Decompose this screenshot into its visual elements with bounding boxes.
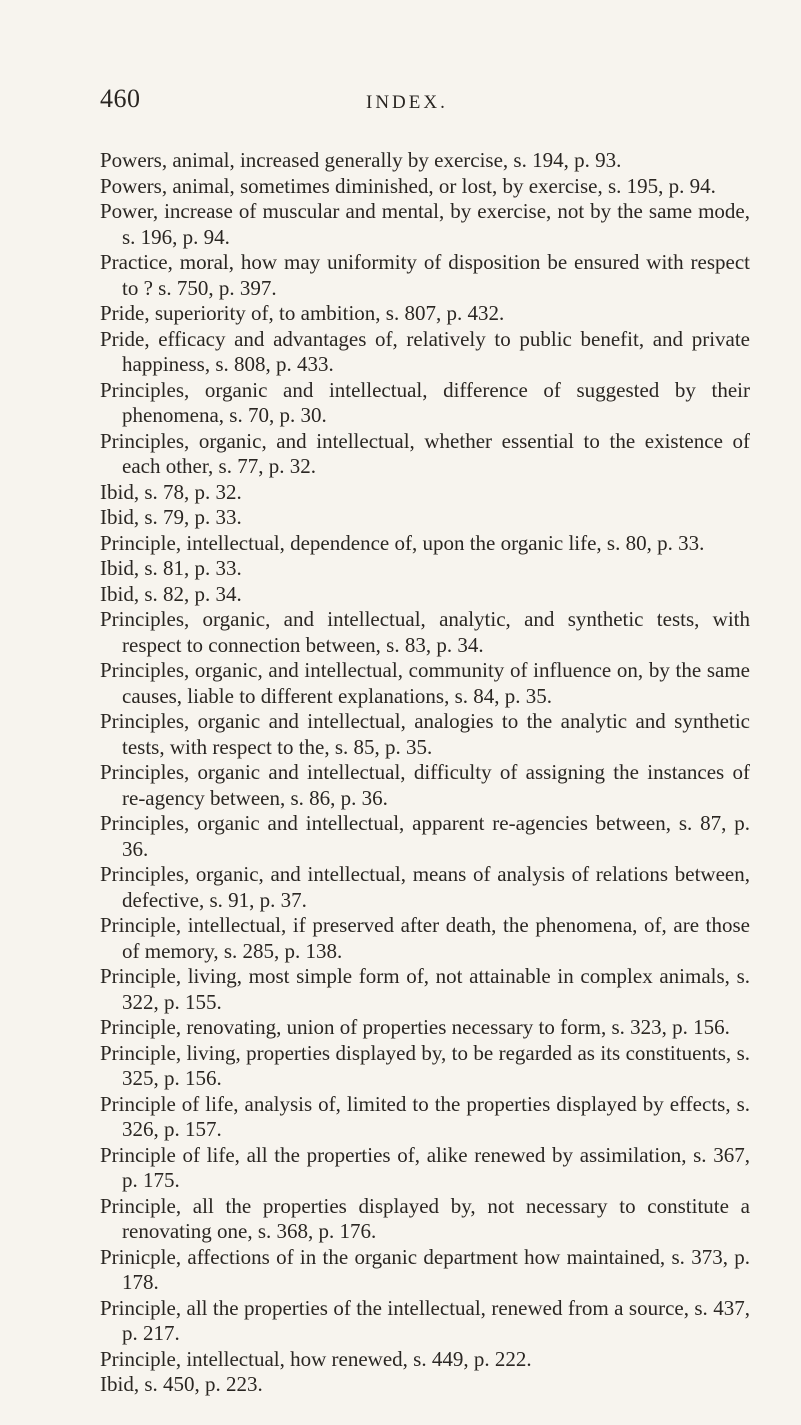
index-entry: Powers, animal, increased generally by exercise, s. 194, p. 93. — [100, 148, 622, 172]
index-entry: Pride, superiority of, to ambition, s. 807, p. 432. — [100, 301, 505, 325]
index-entry: Principles, organic and intellectual, difference of suggested by their phenomena, s. 70, p. 30. — [100, 377, 750, 427]
index-entry: Principles, organic, and intellectual, community of influence on, by the same causes, liable to different explanations, s. 84, p. 35. — [100, 658, 750, 708]
index-entry: Principle of life, all the properties of, alike renewed by assimilation, s. 367, p. 175. — [100, 1142, 750, 1192]
index-entry: Power, increase of muscular and mental, by exercise, not by the same mode, s. 196, p. 94. — [100, 199, 750, 249]
index-entry: Principles, organic and intellectual, analogies to the analytic and synthetic tests, with respect to the, s. 85, p. 35. — [100, 709, 750, 759]
index-entry: Pride, efficacy and advantages of, relatively to public benefit, and private happiness, s. 808, p. 433. — [100, 326, 750, 376]
index-entry: Practice, moral, how may uniformity of disposition be ensured with respect to ? s. 750, p. 397. — [100, 250, 750, 300]
index-entry: Principles, organic and intellectual, apparent re-agencies between, s. 87, p. 36. — [100, 811, 750, 861]
page-number: 460 — [100, 84, 141, 113]
index-entry: Principle, all the properties displayed by, not necessary to constitute a renovating one, s. 368, p. 176. — [100, 1193, 750, 1243]
index-entry: Powers, animal, sometimes diminished, or lost, by exercise, s. 195, p. 94. — [100, 173, 716, 198]
index-entry: Prinicple, affections of in the organic department how maintained, s. 373, p. 178. — [100, 1244, 750, 1294]
index-entry: Principle of life, analysis of, limited to the properties displayed by effects, s. 326, p. 157. — [100, 1091, 750, 1141]
index-entry: Principles, organic, and intellectual, whether essential to the existence of each other, s. 77, p. 32. — [100, 428, 750, 478]
index-entry: Ibid, s. 79, p. 33. — [100, 505, 242, 529]
index-entry: Principle, renovating, union of properties necessary to form, s. 323, p. 156. — [100, 1015, 730, 1039]
index-entry: Ibid, s. 81, p. 33. — [100, 556, 242, 580]
running-head — [100, 84, 741, 120]
index-entry: Principles, organic and intellectual, difficulty of assigning the instances of re-agency between, s. 86, p. 36. — [100, 760, 750, 810]
running-title: INDEX. — [366, 92, 448, 113]
index-entry: Principles, organic, and intellectual, means of analysis of relations between, defective, s. 91, p. 37. — [100, 862, 750, 912]
index-entry: Ibid, s. 78, p. 32. — [100, 479, 242, 504]
index-entry: Principle, intellectual, if preserved after death, the phenomena, of, are those of memory, s. 285, p. 138. — [100, 913, 750, 963]
index-entry: Principle, intellectual, dependence of, upon the organic life, s. 80, p. 33. — [100, 530, 705, 555]
index-entry: Principles, organic, and intellectual, analytic, and synthetic tests, with respect to connection between, s. 83, p. 34. — [100, 607, 750, 657]
index-entry: Principle, all the properties of the intellectual, renewed from a source, s. 437, p. 217. — [100, 1295, 750, 1345]
index-entry: Principle, living, properties displayed by, to be regarded as its constituents, s. 325, p. 156. — [100, 1040, 750, 1090]
index-entry: Principle, intellectual, how renewed, s. 449, p. 222. — [100, 1346, 532, 1371]
index-entry: Principle, living, most simple form of, not attainable in complex animals, s. 322, p. 155. — [100, 964, 750, 1014]
index-entries — [100, 148, 750, 1398]
index-entry: Ibid, s. 82, p. 34. — [100, 581, 242, 606]
index-entry: Ibid, s. 450, p. 223. — [100, 1372, 263, 1396]
